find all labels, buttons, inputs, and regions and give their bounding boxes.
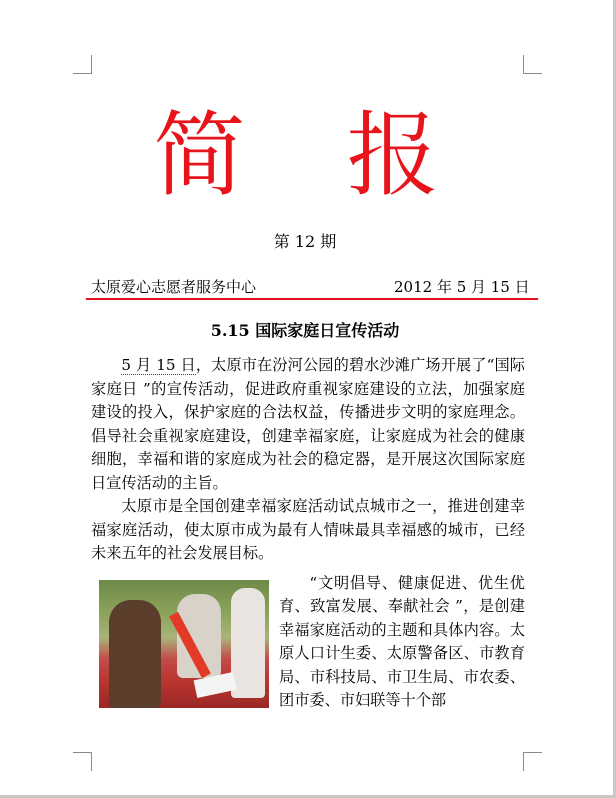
issue-number: 第 12 期 [273, 232, 337, 251]
paragraph-1 [91, 354, 525, 495]
date-text-underlined: 5 月 15 日 [121, 356, 196, 374]
event-photo [99, 580, 269, 708]
margin-marker-top-right [523, 55, 542, 74]
paragraph-3: “文明倡导、健康促进、优生优育、致富发展、奉献社会 ”，是创建幸福家庭活动的主题和具体内容。太原人口计生委、太原警备区、市教育局、市科技局、市卫生局、市农委、团市委、市妇联等十个部 [279, 573, 525, 709]
article-headline: 5.15 国际家庭日宣传活动 [210, 321, 400, 340]
organization-name: 太原爱心志愿者服务中心 [91, 278, 257, 296]
newsletter-title: 简 报 [153, 102, 475, 209]
margin-marker-bottom-left [73, 752, 92, 771]
paragraph-2: 太原市是全国创建幸福家庭活动试点城市之一，推进创建幸福家庭活动，使太原市成为最有人情味最具幸福感的城市，已经未来五年的社会发展目标。 [91, 497, 525, 562]
margin-marker-bottom-right [523, 752, 542, 771]
publication-date: 2012 年 5 月 15 日 [394, 278, 530, 296]
margin-marker-top-left [73, 55, 92, 74]
header-divider [86, 298, 538, 300]
paragraph-1-text: ，太原市在汾河公园的碧水沙滩广场开展了“国际家庭日 ”的宣传活动，促进政府重视家庭建设的立法，加强家庭建设的投入，保护家庭的合法权益，传播进步文明的家庭理念。倡导社会重视家庭建设，创建幸福家庭，让家庭成为社会的健康细胞，幸福和谐的家庭成为社会的稳定器，是开展这次国际家庭日宣传活动的主旨。 [91, 356, 525, 492]
article-body [91, 354, 525, 713]
